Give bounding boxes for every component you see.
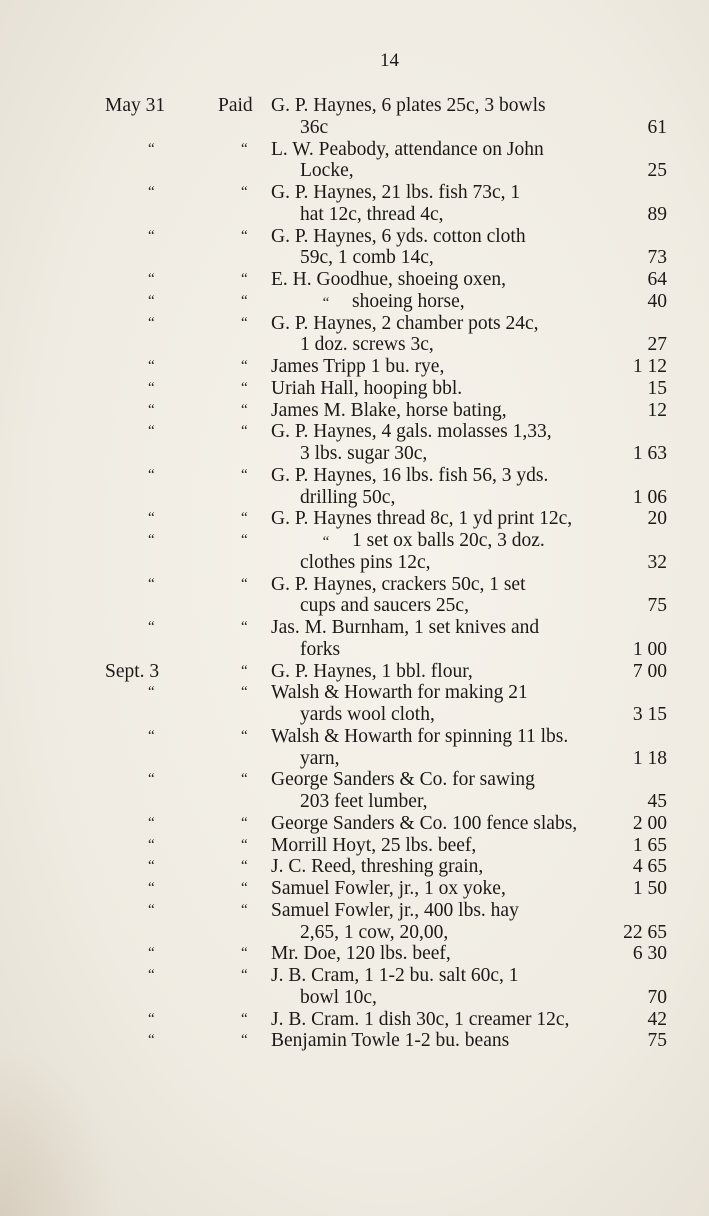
ledger-entry — [0, 400, 709, 422]
entry-amount: 20 — [647, 508, 667, 530]
entry-date: “ — [148, 292, 155, 309]
ledger-entry — [0, 530, 709, 574]
entry-description — [300, 291, 465, 315]
entry-description: G. P. Haynes thread 8c, 1 yd print 12c, — [271, 508, 573, 530]
entry-description: Benjamin Towle 1-2 bu. beans — [271, 1030, 510, 1052]
entry-paid: “ — [241, 358, 248, 374]
entry-amount: 40 — [647, 290, 667, 312]
entry-line — [0, 487, 709, 509]
entry-line — [0, 748, 709, 770]
entry-description-continued: yards wool cloth, — [300, 704, 435, 725]
entry-amount: 75 — [647, 1030, 667, 1052]
entry-line — [0, 117, 709, 139]
entry-date: “ — [148, 358, 155, 374]
entry-line — [0, 617, 709, 639]
entry-line — [0, 922, 709, 944]
entry-description-continued: 59c, 1 comb 14c, — [300, 247, 434, 269]
entry-line — [0, 1030, 709, 1052]
entry-description: James Tripp 1 bu. rye, — [271, 356, 445, 377]
entry-date: “ — [148, 684, 155, 701]
entry-date: “ — [148, 901, 155, 918]
entry-line — [0, 682, 709, 704]
entry-description: G. P. Haynes, 2 chamber pots 24c, — [271, 312, 539, 334]
entry-amount: 61 — [647, 116, 667, 138]
entry-amount: 4 65 — [632, 856, 667, 878]
entry-paid: “ — [241, 836, 248, 853]
ledger-entry — [0, 1009, 709, 1031]
entry-date: “ — [148, 140, 155, 157]
entry-line — [0, 552, 709, 574]
ledger-entry — [0, 574, 709, 618]
entry-line — [0, 291, 709, 313]
entry-paid: “ — [241, 140, 248, 157]
entry-amount: 27 — [647, 334, 667, 356]
entry-line — [0, 965, 709, 987]
ledger-entry — [0, 313, 709, 357]
entry-paid: “ — [241, 858, 248, 875]
entry-description-continued: yarn, — [300, 747, 340, 769]
entry-date: “ — [148, 858, 155, 875]
entry-date: “ — [148, 727, 155, 744]
entry-description: J. B. Cram. 1 dish 30c, 1 creamer 12c, — [271, 1008, 570, 1030]
entry-paid: “ — [241, 880, 248, 896]
entry-date: “ — [148, 271, 155, 287]
entry-amount: 73 — [647, 247, 667, 269]
entry-date: “ — [148, 532, 155, 548]
entry-paid: “ — [241, 423, 248, 440]
entry-amount: 1 63 — [632, 443, 667, 464]
entry-line — [0, 465, 709, 487]
entry-line — [0, 943, 709, 965]
entry-line — [0, 443, 709, 465]
entry-line — [0, 639, 709, 661]
entry-line — [0, 508, 709, 530]
entry-date: “ — [148, 836, 155, 853]
entry-date: “ — [148, 227, 155, 244]
entry-description: Uriah Hall, hooping bbl. — [271, 377, 463, 399]
entry-description-continued: 3 lbs. sugar 30c, — [300, 443, 428, 464]
entry-date: “ — [148, 771, 155, 788]
ledger-entry — [0, 182, 709, 226]
entry-amount: 42 — [647, 1008, 667, 1030]
entry-description — [300, 530, 545, 554]
entry-line — [0, 160, 709, 182]
entry-line — [0, 900, 709, 922]
ledger-entry — [0, 661, 709, 683]
entry-line — [0, 204, 709, 226]
ledger-entry — [0, 356, 709, 378]
ledger-entry — [0, 378, 709, 400]
entry-description: G. P. Haynes, 6 yds. cotton cloth — [271, 225, 526, 247]
entry-paid: “ — [241, 1010, 248, 1027]
entry-amount: 89 — [647, 203, 667, 225]
entry-paid: “ — [241, 814, 248, 831]
ledger — [0, 95, 709, 1052]
entry-description: Jas. M. Burnham, 1 set knives and — [271, 617, 540, 638]
ditto-mark: “ — [322, 294, 330, 311]
entry-line — [0, 182, 709, 204]
entry-description: James M. Blake, horse bating, — [271, 399, 507, 421]
entry-amount: 2 00 — [632, 812, 667, 834]
entry-description-continued: bowl 10c, — [300, 986, 377, 1008]
entry-date: “ — [148, 466, 155, 483]
entry-description: Walsh & Howarth for spinning 11 lbs. — [271, 725, 569, 747]
entry-amount: 1 50 — [632, 878, 667, 899]
ledger-entry — [0, 139, 709, 183]
ledger-entry — [0, 835, 709, 857]
entry-amount: 25 — [647, 160, 667, 182]
entry-date: “ — [148, 967, 155, 983]
entry-description: Mr. Doe, 120 lbs. beef, — [271, 943, 451, 965]
entry-amount: 1 06 — [632, 486, 667, 508]
entry-description: Samuel Fowler, jr., 1 ox yoke, — [271, 878, 506, 899]
entry-line — [0, 661, 709, 683]
entry-amount: 3 15 — [632, 704, 667, 725]
ledger-entry — [0, 617, 709, 661]
ledger-entry — [0, 1030, 709, 1052]
entry-line — [0, 856, 709, 878]
entry-paid: “ — [241, 771, 248, 788]
ledger-entry — [0, 813, 709, 835]
entry-date: “ — [148, 314, 155, 331]
entry-paid: “ — [241, 575, 248, 592]
entry-paid: “ — [241, 684, 248, 701]
ledger-entry — [0, 465, 709, 509]
entry-date: “ — [148, 510, 155, 527]
ledger-entry — [0, 878, 709, 900]
entry-amount: 1 18 — [632, 747, 667, 769]
entry-amount: 7 00 — [632, 660, 667, 682]
entry-description: G. P. Haynes, crackers 50c, 1 set — [271, 573, 526, 595]
ditto-mark: “ — [322, 534, 330, 550]
ledger-entry — [0, 226, 709, 270]
entry-description: George Sanders & Co. for sawing — [271, 769, 535, 791]
entry-paid: “ — [241, 662, 248, 679]
entry-date: May 31 — [105, 95, 166, 116]
entry-line — [0, 269, 709, 291]
paper-stain — [0, 1040, 120, 1216]
ledger-entry — [0, 421, 709, 465]
entry-description: G. P. Haynes, 6 plates 25c, 3 bowls — [271, 95, 546, 116]
entry-line — [0, 356, 709, 378]
entry-date: “ — [148, 945, 155, 962]
entry-description: G. P. Haynes, 4 gals. molasses 1,33, — [271, 421, 552, 443]
entry-description: George Sanders & Co. 100 fence slabs, — [271, 812, 578, 834]
entry-description-continued: 1 doz. screws 3c, — [300, 334, 434, 356]
ledger-entry — [0, 682, 709, 726]
entry-paid: “ — [241, 466, 248, 483]
entry-amount: 1 12 — [632, 356, 667, 377]
page-number: 14 — [380, 50, 399, 71]
entry-date: “ — [148, 184, 155, 200]
entry-description-text: shoeing horse, — [352, 290, 465, 312]
entry-line — [0, 247, 709, 269]
entry-date: “ — [148, 619, 155, 635]
entry-date: “ — [148, 401, 155, 418]
entry-description-continued: clothes pins 12c, — [300, 551, 431, 573]
ledger-entry — [0, 900, 709, 944]
entry-date: “ — [148, 1032, 155, 1049]
entry-description-continued: 36c — [300, 116, 329, 138]
entry-description: Samuel Fowler, jr., 400 lbs. hay — [271, 899, 519, 921]
entry-line — [0, 400, 709, 422]
ledger-entry — [0, 508, 709, 530]
entry-amount: 12 — [647, 399, 667, 421]
entry-date: “ — [148, 814, 155, 831]
entry-description-text: 1 set ox balls 20c, 3 doz. — [352, 530, 545, 551]
entry-amount: 15 — [647, 377, 667, 399]
entry-paid: “ — [241, 619, 248, 635]
entry-paid: “ — [241, 379, 248, 396]
ledger-entry — [0, 95, 709, 139]
entry-date: “ — [148, 1010, 155, 1027]
entry-description-continued: hat 12c, thread 4c, — [300, 203, 444, 225]
entry-description-continued: Locke, — [300, 160, 354, 182]
entry-description: Morrill Hoyt, 25 lbs. beef, — [271, 834, 477, 856]
entry-amount: 22 65 — [623, 921, 667, 943]
entry-line — [0, 813, 709, 835]
entry-line — [0, 1009, 709, 1031]
ledger-entry — [0, 965, 709, 1009]
entry-line — [0, 704, 709, 726]
ledger-entry — [0, 943, 709, 965]
entry-line — [0, 987, 709, 1009]
entry-description: L. W. Peabody, attendance on John — [271, 138, 544, 160]
entry-line — [0, 313, 709, 335]
ledger-entry — [0, 726, 709, 770]
entry-paid: “ — [241, 1032, 248, 1049]
entry-line — [0, 595, 709, 617]
entry-amount: 64 — [647, 269, 667, 290]
entry-amount: 70 — [647, 986, 667, 1008]
entry-description-continued: forks — [300, 638, 341, 660]
entry-paid: “ — [241, 184, 248, 200]
entry-paid: “ — [241, 292, 248, 309]
entry-paid: “ — [241, 271, 248, 287]
entry-description: J. C. Reed, threshing grain, — [271, 856, 484, 878]
entry-amount: 32 — [647, 551, 667, 573]
entry-line — [0, 226, 709, 248]
entry-amount: 75 — [647, 595, 667, 617]
entry-line — [0, 878, 709, 900]
entry-line — [0, 791, 709, 813]
entry-line — [0, 574, 709, 596]
entry-line — [0, 530, 709, 552]
entry-description: Walsh & Howarth for making 21 — [271, 682, 528, 704]
entry-date: “ — [148, 880, 155, 896]
entry-paid: “ — [241, 510, 248, 527]
entry-line — [0, 769, 709, 791]
entry-date: “ — [148, 575, 155, 592]
ledger-entry — [0, 291, 709, 313]
entry-description: E. H. Goodhue, shoeing oxen, — [271, 269, 507, 290]
entry-line — [0, 139, 709, 161]
entry-paid: “ — [241, 401, 248, 418]
entry-line — [0, 378, 709, 400]
entry-date: Sept. 3 — [105, 660, 160, 682]
entry-paid: “ — [241, 967, 248, 983]
ledger-entry — [0, 856, 709, 878]
entry-amount: 1 65 — [632, 834, 667, 856]
entry-date: “ — [148, 423, 155, 440]
entry-description: G. P. Haynes, 21 lbs. fish 73c, 1 — [271, 182, 521, 203]
entry-paid: “ — [241, 227, 248, 244]
entry-amount: 1 00 — [632, 638, 667, 660]
entry-description-continued: cups and saucers 25c, — [300, 595, 469, 617]
entry-line — [0, 334, 709, 356]
entry-line — [0, 95, 709, 117]
ledger-entry — [0, 769, 709, 813]
entry-amount: 45 — [647, 791, 667, 812]
entry-description: G. P. Haynes, 16 lbs. fish 56, 3 yds. — [271, 464, 549, 486]
entry-paid: “ — [241, 532, 248, 548]
entry-paid: “ — [241, 901, 248, 918]
entry-amount: 6 30 — [632, 943, 667, 965]
entry-paid: Paid — [218, 95, 253, 116]
entry-date: “ — [148, 379, 155, 396]
entry-paid: “ — [241, 727, 248, 744]
entry-description-continued: drilling 50c, — [300, 486, 396, 508]
entry-paid: “ — [241, 314, 248, 331]
entry-description-continued: 203 feet lumber, — [300, 791, 428, 812]
entry-description-continued: 2,65, 1 cow, 20,00, — [300, 921, 449, 943]
ledger-entry — [0, 269, 709, 291]
entry-line — [0, 421, 709, 443]
entry-description: G. P. Haynes, 1 bbl. flour, — [271, 660, 473, 682]
entry-line — [0, 835, 709, 857]
entry-description: J. B. Cram, 1 1-2 bu. salt 60c, 1 — [271, 965, 519, 986]
entry-paid: “ — [241, 945, 248, 962]
entry-line — [0, 726, 709, 748]
